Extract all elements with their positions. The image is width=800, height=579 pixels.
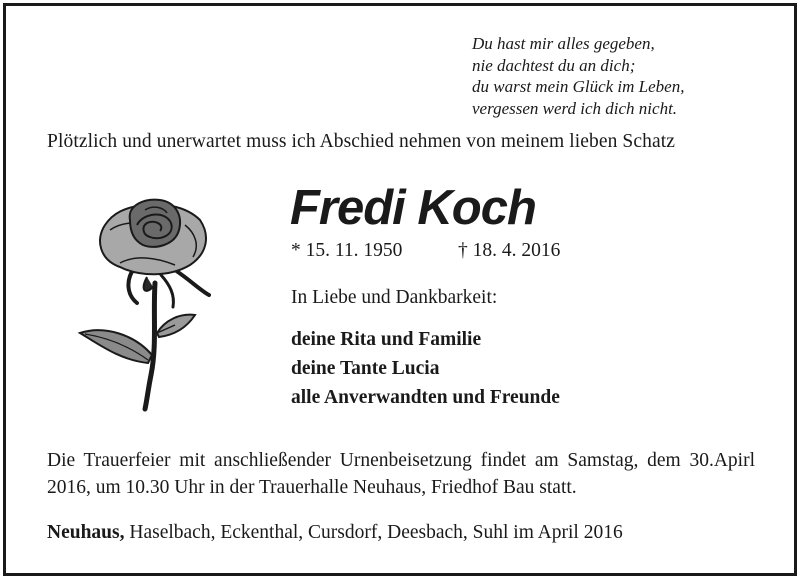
poem-line: Du hast mir alles gegeben, [472, 34, 655, 53]
death-date: † 18. 4. 2016 [458, 240, 561, 261]
poem [472, 33, 684, 119]
poem-line: vergessen werd ich dich nicht. [472, 98, 678, 118]
thanks-text: In Liebe und Dankbarkeit: [291, 287, 498, 308]
poem-line: nie dachtest du an dich; [472, 55, 636, 75]
mourner-item: alle Anverwandten und Freunde [291, 387, 560, 408]
ceremony-text: Die Trauerfeier mit anschließender Urnenbeisetzung findet am Samstag, dem 30.Apirl 2016, um 10.30 Uhr in der Trauerhalle Neuhaus, Friedhof Bau statt. [47, 450, 755, 498]
birth-date: * 15. 11. 1950 [291, 240, 403, 261]
deceased-name: Fredi Koch [290, 181, 536, 235]
places-line [47, 522, 623, 544]
mourner-item: deine Tante Lucia [291, 358, 440, 379]
places-rest: Haselbach, Eckenthal, Cursdorf, Deesbach, Suhl im April 2016 [124, 522, 623, 543]
rose-icon [75, 195, 215, 413]
mourners-list [291, 325, 560, 412]
poem-line: du warst mein Glück im Leben, [472, 77, 685, 96]
intro-text: Plötzlich und unerwartet muss ich Abschied nehmen von meinem lieben Schatz [47, 131, 676, 152]
mourner-item: deine Rita und Familie [291, 329, 482, 350]
places-main: Neuhaus, [47, 522, 125, 543]
